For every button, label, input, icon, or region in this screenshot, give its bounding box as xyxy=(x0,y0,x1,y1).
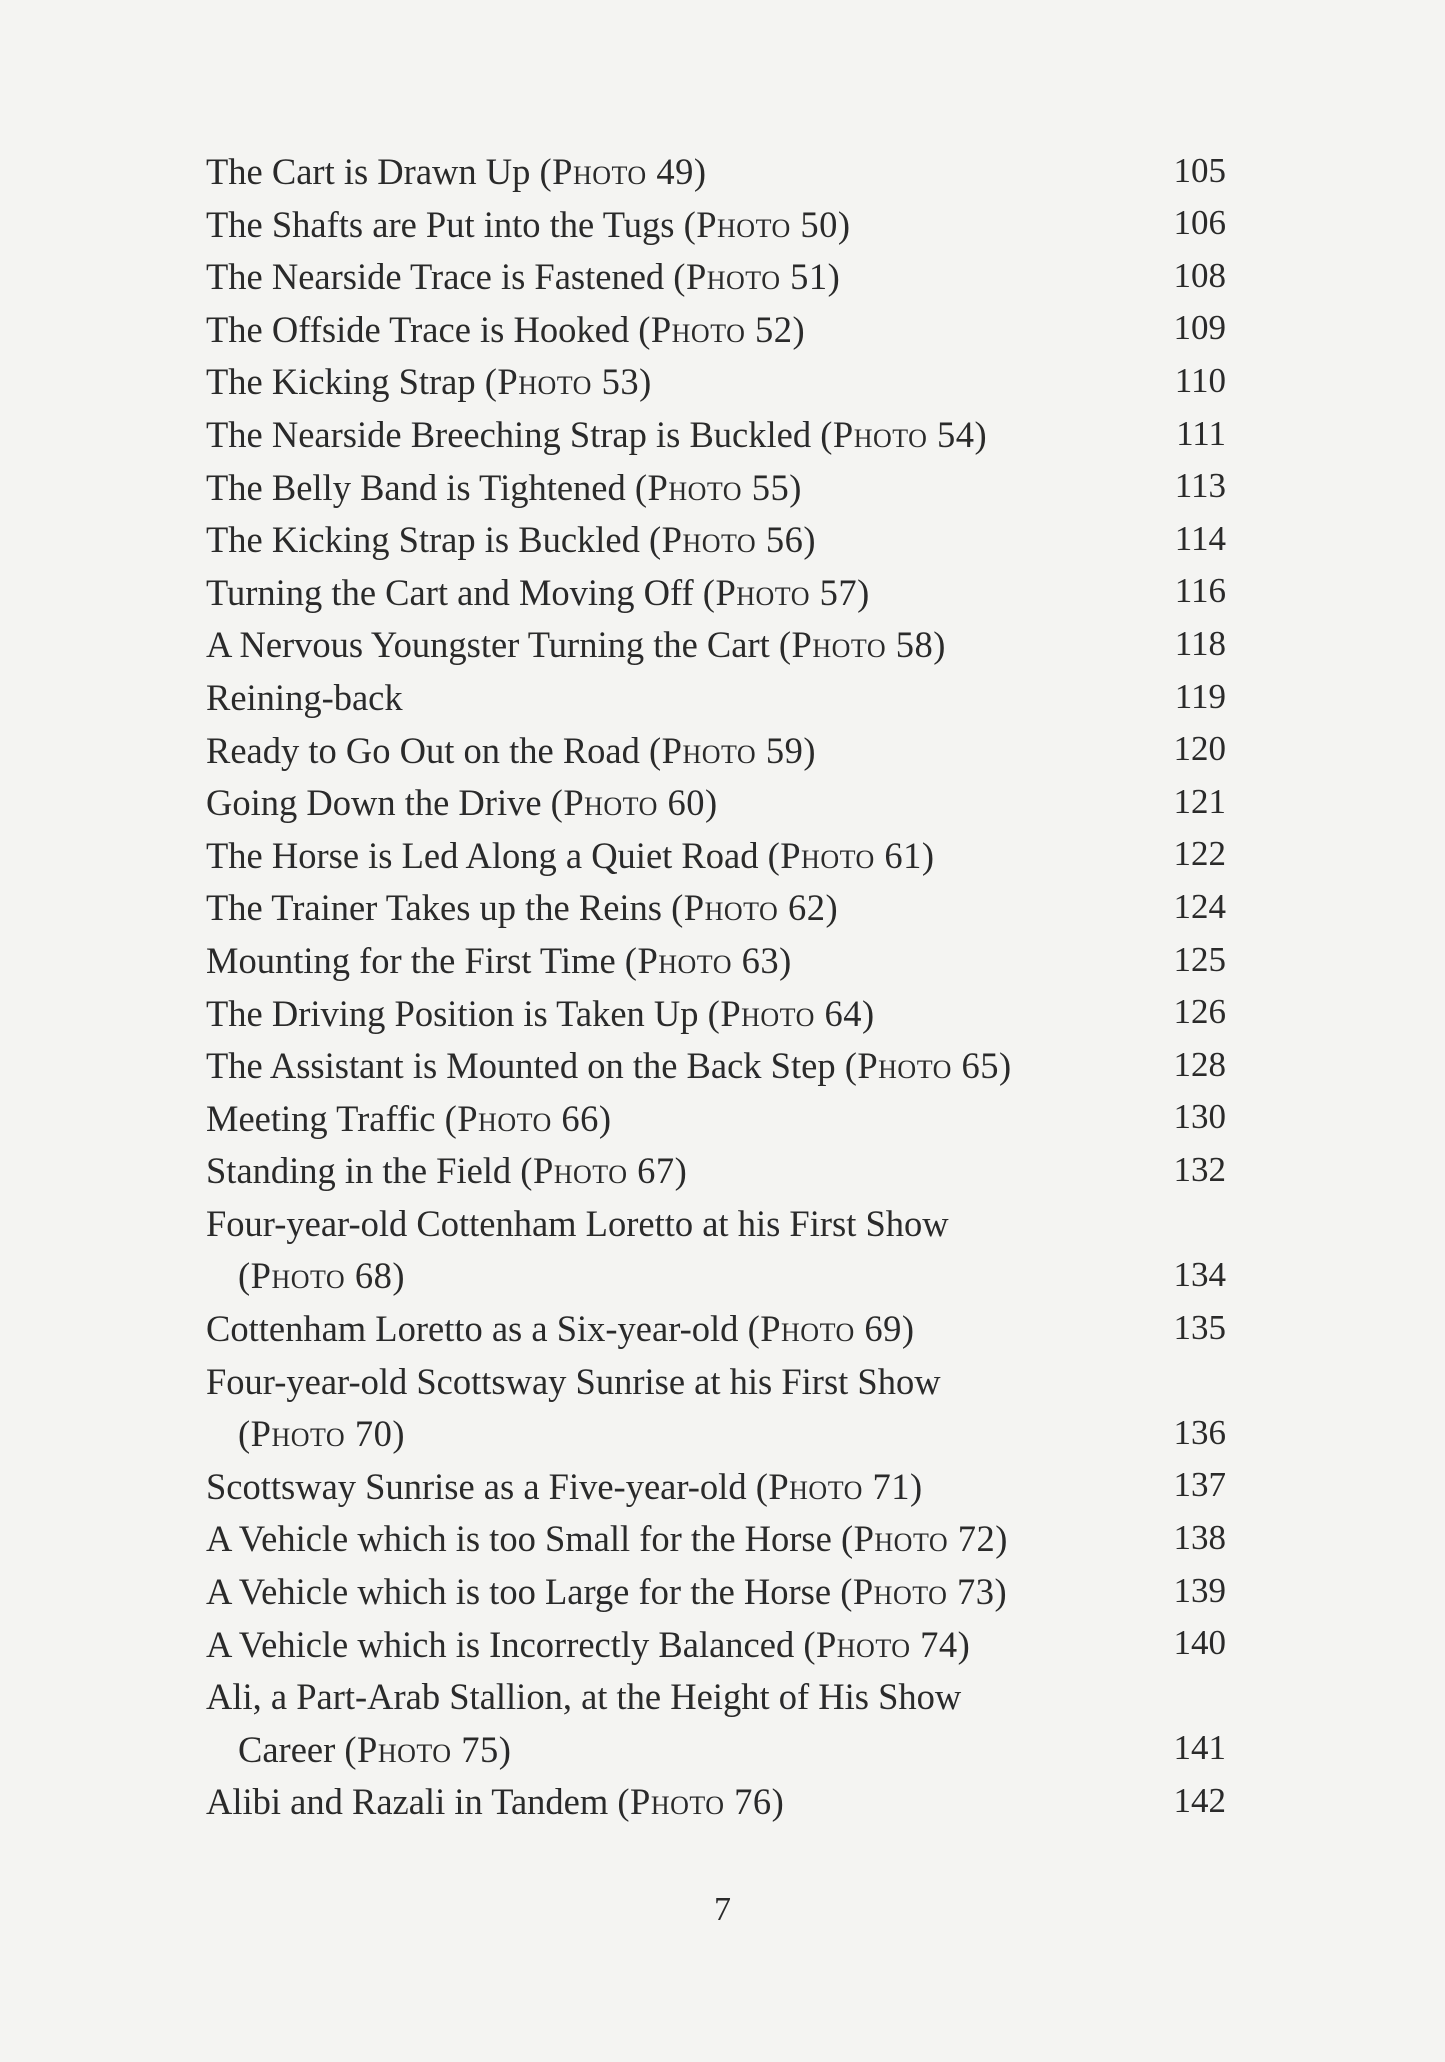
entry-page-number: 119 xyxy=(1174,676,1226,716)
entry-page-number: 114 xyxy=(1174,518,1226,558)
photo-reference: (Photo 63) xyxy=(624,939,792,981)
entry-title: Ali, a Part-Arab Stallion, at the Height of His Show xyxy=(206,1676,962,1718)
entry-page-number: 130 xyxy=(1173,1097,1226,1137)
entry-title: Meeting Traffic xyxy=(206,1097,436,1139)
photo-reference: (Photo 65) xyxy=(844,1045,1012,1087)
entry-page-number: 124 xyxy=(1173,886,1226,926)
toc-entry xyxy=(206,1303,1226,1356)
entry-title: Cottenham Loretto as a Six-year-old xyxy=(206,1308,739,1350)
toc-entry xyxy=(206,199,1226,252)
entry-title-block xyxy=(206,514,1086,567)
entry-page-number: 141 xyxy=(1173,1728,1226,1768)
entry-title: Four-year-old Scottsway Sunrise at his First Show xyxy=(206,1360,941,1402)
toc-entry xyxy=(206,567,1226,620)
entry-title: The Nearside Trace is Fastened xyxy=(206,256,665,298)
toc-entry xyxy=(206,356,1226,409)
toc-entry xyxy=(206,409,1226,462)
entry-page-number: 106 xyxy=(1173,203,1226,243)
entry-title-block xyxy=(206,304,1086,357)
entry-title: The Offside Trace is Hooked xyxy=(206,308,630,350)
entry-title: A Vehicle which is too Small for the Horse xyxy=(206,1518,832,1560)
entry-title-block xyxy=(206,725,1086,778)
page-number: 7 xyxy=(714,1891,731,1928)
entry-title-continued: Career xyxy=(238,1728,336,1770)
entry-title: The Kicking Strap xyxy=(206,361,476,403)
entry-title-block xyxy=(206,672,1086,725)
entry-page-number: 126 xyxy=(1173,992,1226,1032)
toc-entry xyxy=(206,1566,1226,1619)
toc-entry xyxy=(206,251,1226,304)
entry-page-number: 132 xyxy=(1173,1149,1226,1189)
photo-reference: (Photo 73) xyxy=(840,1571,1008,1613)
entry-page-number: 134 xyxy=(1173,1255,1226,1295)
toc-entry xyxy=(206,1093,1226,1146)
entry-title-block xyxy=(206,1513,1086,1566)
entry-title-block xyxy=(206,935,1086,988)
entry-title: Ready to Go Out on the Road xyxy=(206,729,640,771)
entry-title: A Nervous Youngster Turning the Cart xyxy=(206,624,770,666)
entry-page-number: 111 xyxy=(1176,413,1226,453)
toc-entry xyxy=(206,988,1226,1041)
toc-entry xyxy=(206,1356,1226,1461)
photo-reference: (Photo 64) xyxy=(707,992,875,1034)
entry-page-number: 116 xyxy=(1174,571,1226,611)
entry-title: The Nearside Breeching Strap is Buckled xyxy=(206,413,812,455)
entry-title-block xyxy=(206,1461,1086,1514)
entry-title-block xyxy=(206,1303,1086,1356)
entry-title-block xyxy=(206,146,1086,199)
entry-title: Scottsway Sunrise as a Five-year-old xyxy=(206,1465,747,1507)
entry-title: The Horse is Led Along a Quiet Road xyxy=(206,834,759,876)
entry-title-block xyxy=(206,882,1086,935)
entry-title-block xyxy=(206,1198,1086,1303)
toc-entry xyxy=(206,672,1226,725)
entry-page-number: 139 xyxy=(1173,1570,1226,1610)
entry-title-block xyxy=(206,356,1086,409)
entry-title: The Shafts are Put into the Tugs xyxy=(206,203,675,245)
entry-title-block xyxy=(206,462,1086,515)
entry-title-block xyxy=(206,1356,1086,1461)
toc-entry xyxy=(206,1776,1226,1829)
entry-title: Four-year-old Cottenham Loretto at his First Show xyxy=(206,1202,949,1244)
entry-title-block xyxy=(206,988,1086,1041)
entry-page-number: 138 xyxy=(1173,1518,1226,1558)
photo-reference: (Photo 49) xyxy=(539,151,707,192)
toc-entry xyxy=(206,304,1226,357)
toc-entry xyxy=(206,882,1226,935)
photo-reference: (Photo 55) xyxy=(634,466,802,508)
entry-page-number: 120 xyxy=(1173,729,1226,769)
entry-title: The Belly Band is Tightened xyxy=(206,466,626,508)
entry-page-number: 105 xyxy=(1173,150,1226,190)
entry-title: Reining-back xyxy=(206,676,403,718)
entry-title-block xyxy=(206,409,1086,462)
toc-entry xyxy=(206,1513,1226,1566)
entry-page-number: 110 xyxy=(1174,360,1226,400)
toc-entry xyxy=(206,935,1226,988)
photo-reference: (Photo 67) xyxy=(520,1150,688,1192)
entry-title: The Driving Position is Taken Up xyxy=(206,992,699,1034)
toc-entry xyxy=(206,1619,1226,1672)
toc-entry xyxy=(206,1671,1226,1776)
entry-title-block xyxy=(206,1619,1086,1672)
photo-reference: (Photo 71) xyxy=(755,1465,923,1507)
entry-page-number: 122 xyxy=(1173,834,1226,874)
photo-reference: (Photo 51) xyxy=(673,256,841,298)
photo-reference: (Photo 53) xyxy=(484,361,652,403)
photo-reference: (Photo 66) xyxy=(444,1097,612,1139)
toc-entry xyxy=(206,462,1226,515)
toc-entry xyxy=(206,725,1226,778)
entry-title-block xyxy=(206,1040,1086,1093)
toc-entry xyxy=(206,777,1226,830)
toc-entry xyxy=(206,619,1226,672)
entry-title: Going Down the Drive xyxy=(206,782,542,824)
photo-reference: (Photo 70) xyxy=(238,1413,405,1455)
entry-page-number: 136 xyxy=(1173,1412,1226,1452)
entry-title: The Kicking Strap is Buckled xyxy=(206,519,640,561)
entry-title-block xyxy=(206,1776,1086,1829)
entry-title: Standing in the Field xyxy=(206,1150,512,1192)
entry-page-number: 142 xyxy=(1173,1781,1226,1820)
photo-reference: (Photo 52) xyxy=(638,308,806,350)
entry-title-block xyxy=(206,777,1086,830)
entry-title-block xyxy=(206,1093,1086,1146)
entry-title-block xyxy=(206,567,1086,620)
toc-entry xyxy=(206,1461,1226,1514)
photo-reference: (Photo 69) xyxy=(747,1308,915,1350)
entry-page-number: 125 xyxy=(1173,939,1226,979)
entry-title-block xyxy=(206,1145,1086,1198)
entry-page-number: 108 xyxy=(1173,255,1226,295)
entry-page-number: 140 xyxy=(1173,1623,1226,1663)
entry-title-block xyxy=(206,1566,1086,1619)
toc-entry xyxy=(206,1145,1226,1198)
entry-title: The Trainer Takes up the Reins xyxy=(206,887,663,929)
entry-title-block xyxy=(206,830,1086,883)
photo-reference: (Photo 59) xyxy=(649,729,816,771)
entry-page-number: 121 xyxy=(1173,781,1226,821)
entry-page-number: 137 xyxy=(1173,1465,1226,1505)
photo-reference: (Photo 61) xyxy=(767,834,935,876)
toc-entry xyxy=(206,514,1226,567)
photo-reference: (Photo 57) xyxy=(702,571,870,613)
toc-entry xyxy=(206,1198,1226,1303)
toc-entry xyxy=(206,830,1226,883)
entry-title-block xyxy=(206,1671,1086,1776)
entry-title: The Cart is Drawn Up xyxy=(206,151,531,192)
photo-reference: (Photo 72) xyxy=(840,1518,1008,1560)
entry-title-block xyxy=(206,199,1086,252)
photo-reference: (Photo 50) xyxy=(683,203,851,245)
photo-reference: (Photo 54) xyxy=(820,413,988,455)
entry-title: Mounting for the First Time xyxy=(206,939,616,981)
entry-title: Alibi and Razali in Tandem xyxy=(206,1781,609,1823)
entry-title: A Vehicle which is too Large for the Horse xyxy=(206,1571,832,1613)
entry-title-block xyxy=(206,619,1086,672)
photo-reference: (Photo 60) xyxy=(550,782,718,824)
entry-page-number: 109 xyxy=(1173,308,1226,348)
photo-reference: (Photo 62) xyxy=(671,887,839,929)
photo-reference: (Photo 56) xyxy=(649,519,816,561)
photo-reference: (Photo 58) xyxy=(778,624,946,666)
entry-page-number: 128 xyxy=(1173,1044,1226,1084)
entry-title: The Assistant is Mounted on the Back Step xyxy=(206,1045,836,1087)
entry-page-number: 135 xyxy=(1173,1307,1226,1347)
toc-entry xyxy=(206,1040,1226,1093)
photo-reference: (Photo 74) xyxy=(803,1623,971,1665)
entry-title: A Vehicle which is Incorrectly Balanced xyxy=(206,1623,795,1665)
list-of-illustrations xyxy=(206,146,1226,1829)
photo-reference: (Photo 68) xyxy=(238,1255,405,1297)
toc-entry xyxy=(206,146,1226,199)
entry-title: Turning the Cart and Moving Off xyxy=(206,571,694,613)
entry-title-block xyxy=(206,251,1086,304)
photo-reference: (Photo 75) xyxy=(344,1728,512,1770)
entry-page-number: 118 xyxy=(1174,623,1226,663)
photo-reference: (Photo 76) xyxy=(617,1781,785,1823)
entry-page-number: 113 xyxy=(1174,466,1226,506)
